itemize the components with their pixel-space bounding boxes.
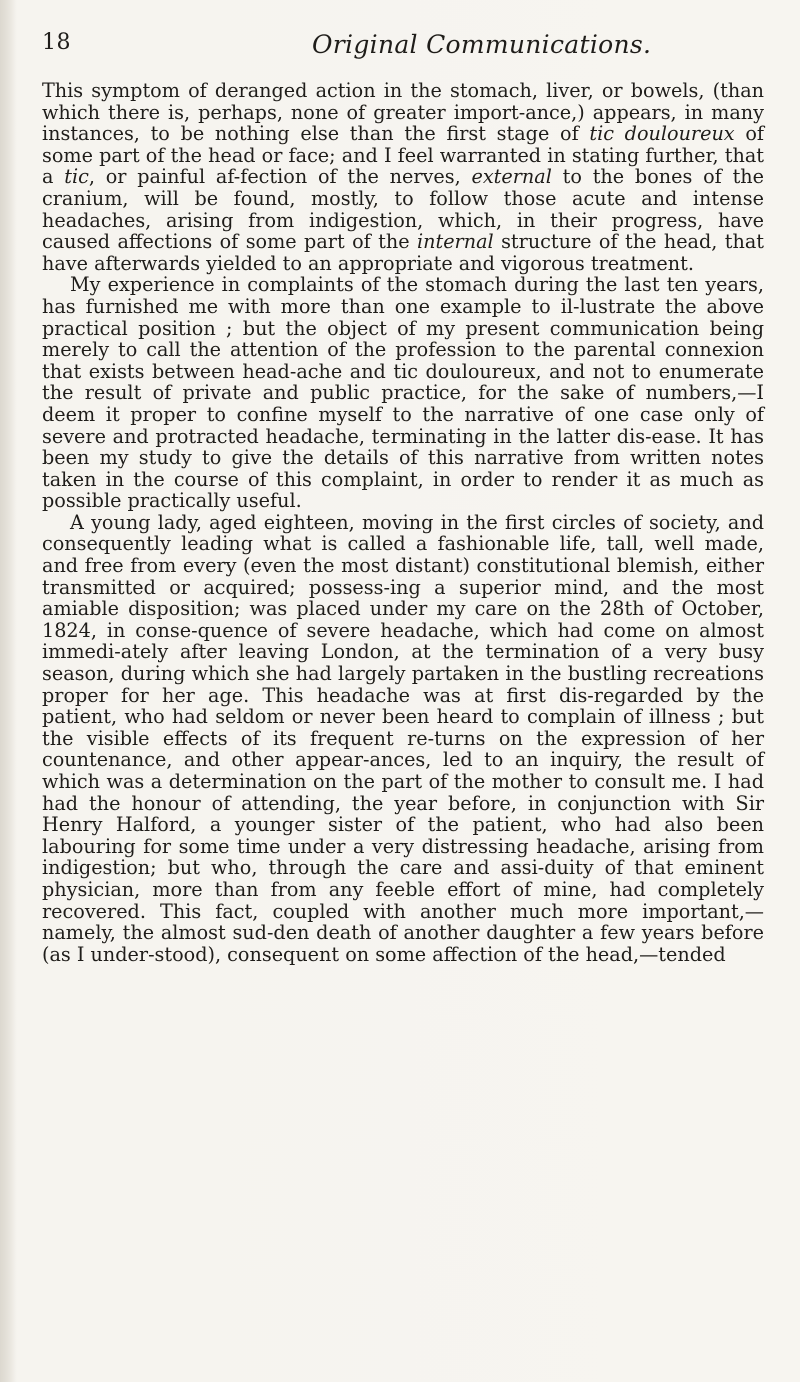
body-text [42, 80, 764, 965]
binding-edge-shadow [0, 0, 16, 1382]
text-run: This symptom of deranged action in the stomach, liver, or bowels, (than which there is, perhaps, none of greater import-ance,) appears, in many instances, to be nothing else than the first stage of [42, 79, 764, 146]
text-run: A young lady, aged eighteen, moving in the first circles of society, and consequently leading what is called a fashionable life, tall, well made, and free from every (even the most distant) constitutional blemish, either transmitted or acquired; possess-ing a superior mind, and the most amiable disposition; was placed under my care on the 28th of October, 1824, in conse-quence of severe headache, which had come on almost immedi-ately after leaving London, at the termination of a very busy season, during which she had largely partaken in the bustling recreations proper for her age. This headache was at first dis-regarded by the patient, who had seldom or never been heard to complain of illness ; but the visible effects of its frequent re-turns on the expression of her countenance, and other appear-ances, led to an inquiry, the result of which was a determination on the part of the mother to consult me. I had had the honour of attending, the year before, in conjunction with Sir Henry Halford, a younger sister of the patient, who had also been labouring for some time under a very distressing headache, arising from indigestion; but who, through the care and assi-duity of that eminent physician, more than from any feeble effort of mine, had completely recovered. This fact, coupled with another much more important,—namely, the almost sud-den death of another daughter a few years before (as I under-stood), consequent on some affection of the head,—tended [42, 510, 764, 966]
page-header [42, 30, 762, 72]
text-run: , or painful af-fection of the nerves, [88, 165, 472, 189]
text-run: My experience in complaints of the stomach during the last ten years, has furnished me with more than one example to il-lustrate the above practical position ; but the object of my present communication being merely to call the attention of the profession to the parental connexion that exists between head-ache and tic douloureux, and not to enumerate the result of private and public practice, for the sake of numbers,—I deem it proper to confine myself to the narrative of one case only of severe and protracted headache, terminating in the latter dis-ease. It has been my study to give the details of this narrative from written notes taken in the course of this complaint, in order to render it as much as possible practically useful. [42, 273, 764, 513]
text-run: to the bones of the cranium, will be found, mostly, to follow those acute and intense headaches, arising from indigestion, which, in their progress, have caused affections of some part of the [42, 165, 764, 254]
page-number: 18 [42, 30, 71, 55]
italic-term: internal [417, 230, 494, 254]
text-run: structure of the head, that have afterwards yielded to an appropriate and vigorous treatment. [42, 230, 765, 275]
paragraph-experience [42, 274, 764, 512]
text-run: of some part of the head or face; and I feel warranted in stating further, that a [42, 122, 764, 189]
italic-term: external [471, 165, 552, 189]
italic-term: tic douloureux [589, 122, 735, 146]
paragraph-case-narrative [42, 512, 764, 965]
italic-term: tic [64, 165, 89, 189]
paragraph-symptom [42, 80, 764, 274]
running-title: Original Communications. [312, 30, 652, 59]
